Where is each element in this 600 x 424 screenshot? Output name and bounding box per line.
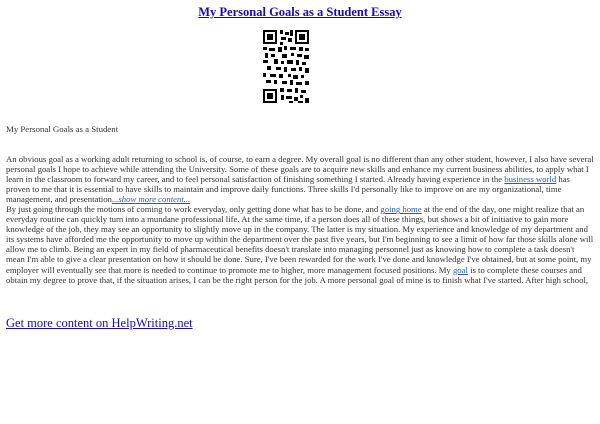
- essay-text: at the end of the day, one might realize that an everyday routine can quickly turn into a mundane professional life. At the same time, if a person does all of these things, but shows a bit of initiative to gain more knowledge of the job, they may see an opportunity to slightly move up in the company. The latter is my situation. My experience and knowledge of my department and its systems have afforded me the opportunity to move up within the department over the past five years, but I'm beginning to see a limit of how far those skills alone will allow me to climb. Being an expert in my field of pharmaceutical benefits doesn't translate into managing personnel just as knowing how to complete a task doesn't mean I'm able to give a clear presentation on how it should be done. Sure, I've been rewarded for the work I've done and knowledge I've obtained, but at some point, my employer will eventually see that more is needed to continue to promote me to higher, more management focused positions. My: [6, 204, 594, 275]
- page-title: [0, 5, 600, 20]
- get-more-content-link[interactable]: Get more content on HelpWriting.net: [6, 316, 193, 330]
- essay-paragraph-1: [6, 154, 594, 204]
- show-more-link[interactable]: ...show more content...: [111, 194, 191, 205]
- essay-text: By just going through the motions of coming to work everyday, only getting done what has to be done, and: [6, 204, 381, 215]
- essay-text: An obvious goal as a working adult returning to school is, of course, to earn a degree. My overall goal is no different than any other student, however, I also have several personal goals I hope to achieve while attending the University. Some of these goals are to acquire new skills and enhance my current business abilities, to apply what I learn in the classroom to forward my career, and to feel personal satisfaction of finishing something I started. Already having experience in the: [6, 154, 594, 185]
- get-more-content: [6, 316, 193, 331]
- essay-text: has proven to me that it is essential to have skills to maintain and improve daily functions. Three skills I'd personally like to improve on are my organizational, time management, and presentation: [6, 174, 570, 205]
- goal-link[interactable]: goal: [452, 264, 468, 275]
- essay-body: [6, 154, 594, 285]
- essay-paragraph-2: [6, 204, 594, 284]
- essay-text: is to complete these courses and obtain my degree to prove that, if the situation arises, I can be the right person for the job. A more personal goal of mine is to finish what I've started. After high school,: [6, 264, 589, 285]
- business-world-link[interactable]: business world: [504, 174, 557, 185]
- going-home-link[interactable]: going home: [380, 204, 422, 215]
- qr-code-icon: [262, 29, 310, 104]
- title-link[interactable]: My Personal Goals as a Student Essay: [198, 5, 402, 19]
- essay-subtitle: My Personal Goals as a Student: [6, 124, 119, 134]
